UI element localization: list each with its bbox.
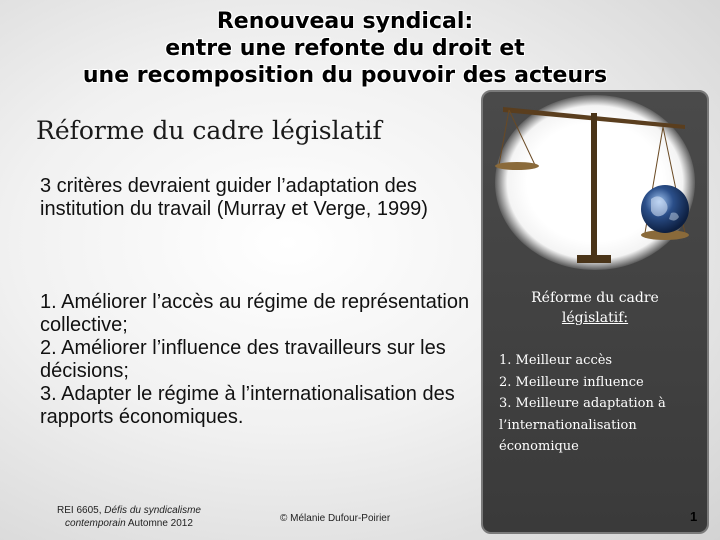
footer-course-code: REI 6605, (57, 505, 102, 516)
criteria-list (40, 291, 470, 429)
section-subtitle: Réforme du cadre législatif (36, 116, 382, 145)
criteria-item: 1. Améliorer l’accès au régime de représentation collective; (40, 291, 470, 336)
title-line-1: Renouveau syndical: (216, 9, 474, 34)
panel-list-item: 3. Meilleure adaptation à l’internationalisation économique (499, 396, 666, 454)
panel-list (499, 350, 689, 458)
footer-course (34, 504, 224, 530)
panel-list-item: 2. Meilleure influence (499, 374, 644, 390)
criteria-item: 2. Améliorer l’influence des travailleurs sur les décisions; (40, 337, 446, 382)
panel-heading-line-1: Réforme du cadre (531, 290, 659, 306)
intro-paragraph: 3 critères devraient guider l’adaptation des institution du travail (Murray et Verge, 1999) (40, 175, 428, 220)
page-number: 1 (690, 509, 698, 524)
title-line-2: entre une refonte du droit et (165, 36, 525, 61)
footer-author: © Mélanie Dufour-Poirier (280, 513, 391, 524)
balance-scale-globe-icon (495, 95, 695, 270)
footer-course-title: Défis du syndicalisme contemporain (65, 505, 201, 529)
slide-title (0, 8, 690, 89)
title-line-3: une recomposition du pouvoir des acteurs (82, 63, 608, 88)
footer-term: Automne 2012 (127, 518, 193, 529)
panel-heading-line-2: législatif: (561, 310, 629, 326)
panel-list-item: 1. Meilleur accès (499, 353, 613, 368)
criteria-item: 3. Adapter le régime à l’internationalisation des rapports économiques. (40, 383, 455, 428)
panel-heading (497, 288, 693, 328)
